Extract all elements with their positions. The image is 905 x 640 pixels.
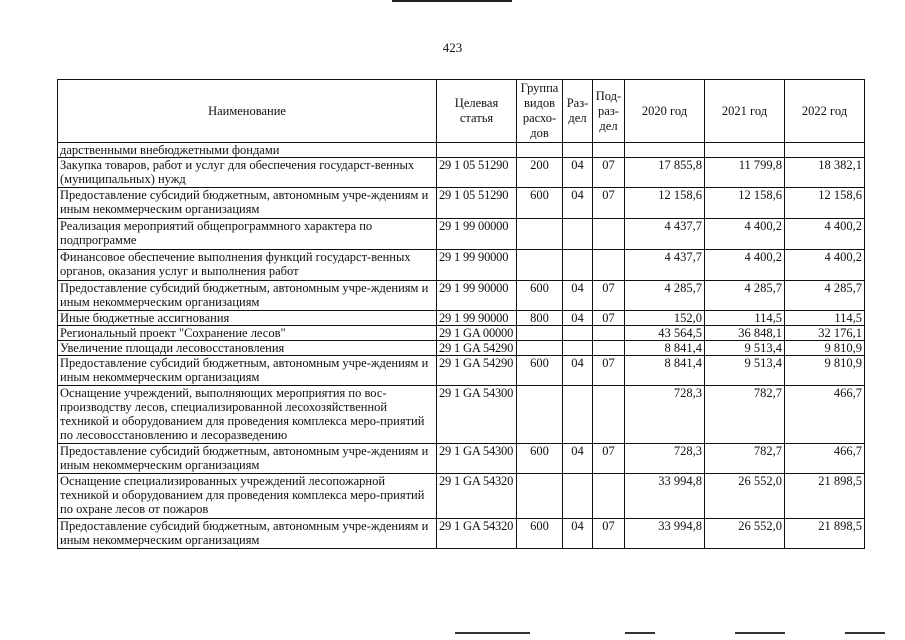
- row-value-2021: 11 799,8: [705, 158, 785, 188]
- row-value-2020: 728,3: [625, 386, 705, 444]
- bottom-rule: [735, 632, 785, 634]
- row-name: Предоставление субсидий бюджетным, автономным учре-ждениям и иным некоммерческим организациям: [58, 188, 437, 219]
- row-section: [563, 250, 593, 281]
- table-row: [58, 158, 865, 188]
- row-name: Предоставление субсидий бюджетным, автономным учре-ждениям и иным некоммерческим организациям: [58, 281, 437, 311]
- row-subsection: [593, 474, 625, 519]
- row-target: 29 1 99 90000: [437, 311, 517, 326]
- row-value-2020: 152,0: [625, 311, 705, 326]
- row-section: [563, 143, 593, 158]
- row-target: 29 1 99 90000: [437, 281, 517, 311]
- row-value-2020: 8 841,4: [625, 341, 705, 356]
- row-value-2022: 9 810,9: [785, 341, 865, 356]
- row-value-2021: 9 513,4: [705, 341, 785, 356]
- row-name: Региональный проект "Сохранение лесов": [58, 326, 437, 341]
- table-body: [58, 143, 865, 549]
- header-2022: 2022 год: [785, 80, 865, 143]
- row-value-2022: 466,7: [785, 386, 865, 444]
- page-number: 423: [442, 40, 463, 55]
- row-section: [563, 474, 593, 519]
- row-value-2020: 728,3: [625, 444, 705, 474]
- row-group: 600: [517, 356, 563, 386]
- row-target: 29 1 GA 54320: [437, 474, 517, 519]
- row-group: 600: [517, 444, 563, 474]
- row-value-2022: 9 810,9: [785, 356, 865, 386]
- row-value-2021: 782,7: [705, 386, 785, 444]
- row-group: [517, 326, 563, 341]
- table-row: [58, 143, 865, 158]
- row-value-2021: 4 400,2: [705, 219, 785, 250]
- row-group: [517, 474, 563, 519]
- header-group: Группа видов расхо-дов: [517, 80, 563, 143]
- row-group: [517, 341, 563, 356]
- row-target: 29 1 GA 54300: [437, 386, 517, 444]
- row-value-2022: [785, 143, 865, 158]
- row-name: дарственными внебюджетными фондами: [58, 143, 437, 158]
- row-group: [517, 386, 563, 444]
- row-group: [517, 143, 563, 158]
- row-value-2022: 466,7: [785, 444, 865, 474]
- row-value-2022: 18 382,1: [785, 158, 865, 188]
- row-value-2020: 4 285,7: [625, 281, 705, 311]
- row-target: 29 1 GA 54300: [437, 444, 517, 474]
- row-target: 29 1 99 90000: [437, 250, 517, 281]
- row-subsection: [593, 250, 625, 281]
- row-subsection: [593, 143, 625, 158]
- row-name: Предоставление субсидий бюджетным, автономным учре-ждениям и иным некоммерческим организациям: [58, 519, 437, 549]
- row-section: [563, 326, 593, 341]
- row-name: Оснащение учреждений, выполняющих мероприятия по вос-производству лесов, специализированной лесохозяйственной техникой и оборудованием для проведения комплекса меро-приятий по лесовосстановлению и лесоразведению: [58, 386, 437, 444]
- row-target: [437, 143, 517, 158]
- budget-table: [57, 79, 865, 549]
- row-value-2022: 32 176,1: [785, 326, 865, 341]
- row-subsection: 07: [593, 519, 625, 549]
- row-value-2021: 26 552,0: [705, 474, 785, 519]
- row-target: 29 1 GA 00000: [437, 326, 517, 341]
- row-subsection: [593, 341, 625, 356]
- row-value-2020: 4 437,7: [625, 219, 705, 250]
- row-value-2021: 36 848,1: [705, 326, 785, 341]
- row-section: 04: [563, 158, 593, 188]
- header-2021: 2021 год: [705, 80, 785, 143]
- row-subsection: 07: [593, 311, 625, 326]
- row-section: 04: [563, 444, 593, 474]
- table-row: [58, 219, 865, 250]
- row-subsection: [593, 219, 625, 250]
- table-row: [58, 341, 865, 356]
- header-name: Наименование: [58, 80, 437, 143]
- row-value-2020: 12 158,6: [625, 188, 705, 219]
- row-subsection: 07: [593, 188, 625, 219]
- row-value-2021: 26 552,0: [705, 519, 785, 549]
- row-value-2022: 21 898,5: [785, 519, 865, 549]
- bottom-rule: [625, 632, 655, 634]
- row-value-2021: [705, 143, 785, 158]
- row-section: 04: [563, 356, 593, 386]
- row-value-2021: 12 158,6: [705, 188, 785, 219]
- row-value-2020: 33 994,8: [625, 474, 705, 519]
- row-group: 600: [517, 188, 563, 219]
- row-subsection: [593, 326, 625, 341]
- row-subsection: 07: [593, 158, 625, 188]
- row-section: 04: [563, 519, 593, 549]
- row-group: 600: [517, 519, 563, 549]
- row-group: 600: [517, 281, 563, 311]
- table-row: [58, 188, 865, 219]
- row-section: 04: [563, 188, 593, 219]
- bottom-rule: [455, 632, 530, 634]
- table-row: [58, 326, 865, 341]
- row-value-2022: 21 898,5: [785, 474, 865, 519]
- row-name: Увеличение площади лесовосстановления: [58, 341, 437, 356]
- table-row: [58, 250, 865, 281]
- row-value-2022: 4 285,7: [785, 281, 865, 311]
- row-name: Финансовое обеспечение выполнения функций государст-венных органов, оказания услуг и выполнения работ: [58, 250, 437, 281]
- table-row: [58, 474, 865, 519]
- row-value-2020: 8 841,4: [625, 356, 705, 386]
- row-name: Оснащение специализированных учреждений лесопожарной техникой и оборудованием для проведения комплекса меро-приятий по охране лесов от пожаров: [58, 474, 437, 519]
- top-rule: [392, 0, 512, 2]
- row-name: Закупка товаров, работ и услуг для обеспечения государст-венных (муниципальных) нужд: [58, 158, 437, 188]
- row-group: [517, 250, 563, 281]
- row-value-2021: 9 513,4: [705, 356, 785, 386]
- row-value-2020: [625, 143, 705, 158]
- header-2020: 2020 год: [625, 80, 705, 143]
- bottom-rule: [845, 632, 885, 634]
- row-value-2021: 4 285,7: [705, 281, 785, 311]
- row-section: [563, 386, 593, 444]
- row-value-2021: 782,7: [705, 444, 785, 474]
- row-name: Иные бюджетные ассигнования: [58, 311, 437, 326]
- row-target: 29 1 GA 54320: [437, 519, 517, 549]
- row-target: 29 1 99 00000: [437, 219, 517, 250]
- table-row: [58, 281, 865, 311]
- row-subsection: 07: [593, 356, 625, 386]
- table-row: [58, 356, 865, 386]
- row-group: 200: [517, 158, 563, 188]
- row-section: [563, 341, 593, 356]
- row-section: 04: [563, 281, 593, 311]
- row-target: 29 1 05 51290: [437, 158, 517, 188]
- row-target: 29 1 GA 54290: [437, 356, 517, 386]
- row-section: 04: [563, 311, 593, 326]
- row-value-2021: 4 400,2: [705, 250, 785, 281]
- row-value-2021: 114,5: [705, 311, 785, 326]
- row-group: 800: [517, 311, 563, 326]
- table-row: [58, 311, 865, 326]
- header-target: Целевая статья: [437, 80, 517, 143]
- row-subsection: [593, 386, 625, 444]
- row-value-2020: 4 437,7: [625, 250, 705, 281]
- row-value-2020: 43 564,5: [625, 326, 705, 341]
- table-row: [58, 386, 865, 444]
- row-target: 29 1 05 51290: [437, 188, 517, 219]
- row-target: 29 1 GA 54290: [437, 341, 517, 356]
- table-header-row: [58, 80, 865, 143]
- row-name: Реализация мероприятий общепрограммного характера по подпрограмме: [58, 219, 437, 250]
- row-group: [517, 219, 563, 250]
- header-section: Раз-дел: [563, 80, 593, 143]
- row-value-2022: 12 158,6: [785, 188, 865, 219]
- header-subsection: Под-раз-дел: [593, 80, 625, 143]
- row-value-2022: 114,5: [785, 311, 865, 326]
- row-value-2022: 4 400,2: [785, 219, 865, 250]
- table-row: [58, 519, 865, 549]
- row-value-2020: 17 855,8: [625, 158, 705, 188]
- row-subsection: 07: [593, 281, 625, 311]
- row-name: Предоставление субсидий бюджетным, автономным учре-ждениям и иным некоммерческим организациям: [58, 356, 437, 386]
- row-section: [563, 219, 593, 250]
- row-value-2020: 33 994,8: [625, 519, 705, 549]
- table-row: [58, 444, 865, 474]
- row-name: Предоставление субсидий бюджетным, автономным учре-ждениям и иным некоммерческим организациям: [58, 444, 437, 474]
- row-value-2022: 4 400,2: [785, 250, 865, 281]
- row-subsection: 07: [593, 444, 625, 474]
